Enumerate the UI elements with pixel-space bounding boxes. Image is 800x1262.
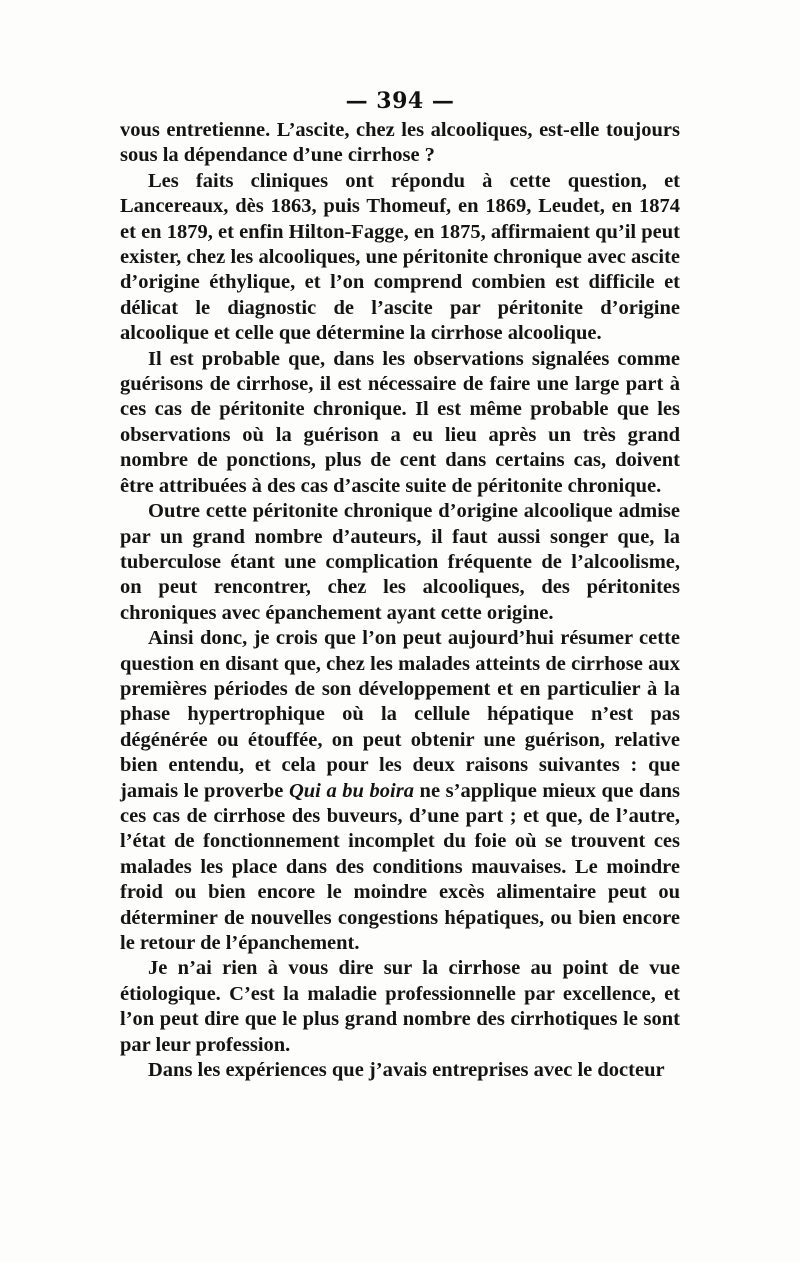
paragraph: Il est probable que, dans les observations signalées comme guérisons de cirrhose, il est nécessaire de faire une large part à ces cas de péritonite chronique. Il est même probable que les observations où la guérison a eu lieu après un très grand nombre de ponctions, plus de cent dans certains cas, doivent être attribuées à des cas d’ascite suite de péritonite chronique. [120, 347, 680, 497]
proverb-italic: Qui a bu boira [288, 779, 414, 802]
paragraph: Les faits cliniques ont répondu à cette question, et Lancereaux, dès 1863, puis Thomeuf, en 1869, Leudet, en 1874 et en 1879, et enfin Hilton-Fagge, en 1875, affirmaient qu’il peut exister, chez les alcooliques, une péritonite chronique avec ascite d’origine éthylique, et l’on comprend combien est difficile et délicat le diagnostic de l’ascite par péritonite d’origine alcoolique et celle que détermine la cirrhose alcoolique. [120, 169, 680, 345]
paragraph-with-proverb [120, 626, 680, 956]
paragraph: Je n’ai rien à vous dire sur la cirrhose au point de vue étiologique. C’est la maladie professionnelle par excellence, et l’on peut dire que le plus grand nombre des cirrhotiques le sont par leur profession. [120, 957, 680, 1056]
paragraph-text: Ainsi donc, je crois que l’on peut aujourd’hui résumer cette question en disant que, chez les malades atteints de cirrhose aux premières périodes de son développement et en particulier à la phase hypertrophique où la cellule hépatique n’est pas dégénérée ou étouffée, on peut obtenir une guérison, relative bien entendu, et cela pour les deux raisons suivantes : que jamais le proverbe [120, 627, 680, 802]
paragraph: Outre cette péritonite chronique d’origine alcoolique admise par un grand nombre d’auteurs, il faut aussi songer que, la tuberculose étant une complication fréquente de l’alcoolisme, on peut rencontrer, chez les alcooliques, des péritonites chroniques avec épanchement ayant cette origine. [120, 500, 680, 624]
page-number: — 394 — [345, 88, 455, 114]
paragraph-continuation: vous entretienne. L’ascite, chez les alcooliques, est-elle toujours sous la dépendance d’une cirrhose ? [120, 119, 680, 167]
paragraph: Dans les expériences que j’avais entreprises avec le docteur [148, 1059, 665, 1082]
paragraph-text: ne s’applique mieux que dans ces cas de cirrhose des buveurs, d’une part ; et que, de l’autre, l’état de fonctionnement incomplet du foie où se trouvent ces malades les place dans des conditions mauvaises. Le moindre froid ou bien encore le moindre excès alimentaire peut ou déterminer de nouvelles congestions hépatiques, ou bien encore le retour de l’épanchement. [120, 779, 681, 954]
body-text [120, 118, 680, 1083]
